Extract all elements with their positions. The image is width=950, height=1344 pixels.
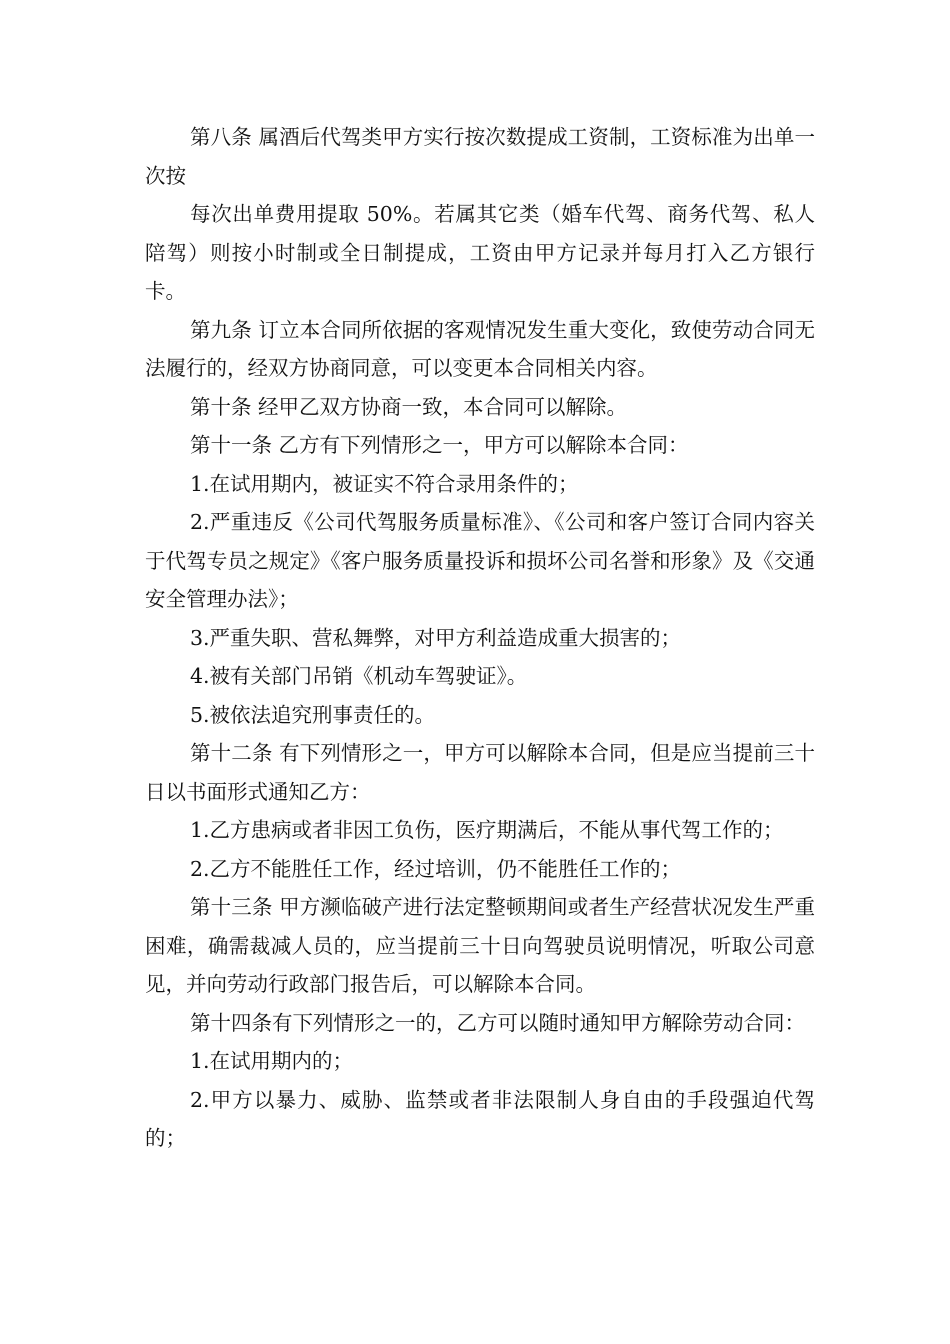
- list-item-article-11-3: 3.严重失职、营私舞弊，对甲方利益造成重大损害的；: [190, 625, 682, 650]
- list-item-article-12-2: 2.乙方不能胜任工作，经过培训，仍不能胜任工作的；: [190, 856, 682, 881]
- paragraph-article-10: 第十条 经甲乙双方协商一致，本合同可以解除。: [190, 394, 628, 419]
- document-body: [145, 118, 815, 1158]
- list-item-article-12-1: 1.乙方患病或者非因工负伤，医疗期满后，不能从事代驾工作的；: [190, 818, 784, 842]
- paragraph-article-9: 第九条 订立本合同所依据的客观情况发生重大变化，致使劳动合同无法履行的，经双方协商同意，可以变更本合同相关内容。: [145, 317, 815, 380]
- list-item-article-14-1: 1.在试用期内的；: [190, 1049, 354, 1073]
- list-item-article-11-2: 2.严重违反《公司代驾服务质量标准》、《公司和客户签订合同内容关于代驾专员之规定》《客户服务质量投诉和损坏公司名誉和形象》及《交通安全管理办法》；: [145, 510, 815, 611]
- paragraph-article-13: 第十三条 甲方濒临破产进行法定整顿期间或者生产经营状况发生严重困难，确需裁减人员的，应当提前三十日向驾驶员说明情况，听取公司意见，并向劳动行政部门报告后，可以解除本合同。: [145, 895, 815, 996]
- paragraph-article-8-continued: 每次出单费用提取 50%。若属其它类（婚车代驾、商务代驾、私人陪驾）则按小时制或全日制提成，工资由甲方记录并每月打入乙方银行卡。: [145, 202, 815, 303]
- list-item-article-14-2: 2.甲方以暴力、威胁、监禁或者非法限制人身自由的手段强迫代驾的；: [145, 1087, 815, 1150]
- paragraph-article-14: 第十四条有下列情形之一的，乙方可以随时通知甲方解除劳动合同：: [190, 1010, 805, 1035]
- paragraph-article-8: 第八条 属酒后代驾类甲方实行按次数提成工资制，工资标准为出单一次按: [145, 125, 815, 188]
- paragraph-article-12: 第十二条 有下列情形之一，甲方可以解除本合同，但是应当提前三十日以书面形式通知乙方：: [145, 741, 815, 804]
- list-item-article-11-4: 4.被有关部门吊销《机动车驾驶证》。: [190, 664, 528, 688]
- list-item-article-11-1: 1.在试用期内，被证实不符合录用条件的；: [190, 471, 579, 496]
- list-item-article-11-5: 5.被依法追究刑事责任的。: [190, 702, 436, 727]
- paragraph-article-11: 第十一条 乙方有下列情形之一，甲方可以解除本合同：: [190, 433, 689, 457]
